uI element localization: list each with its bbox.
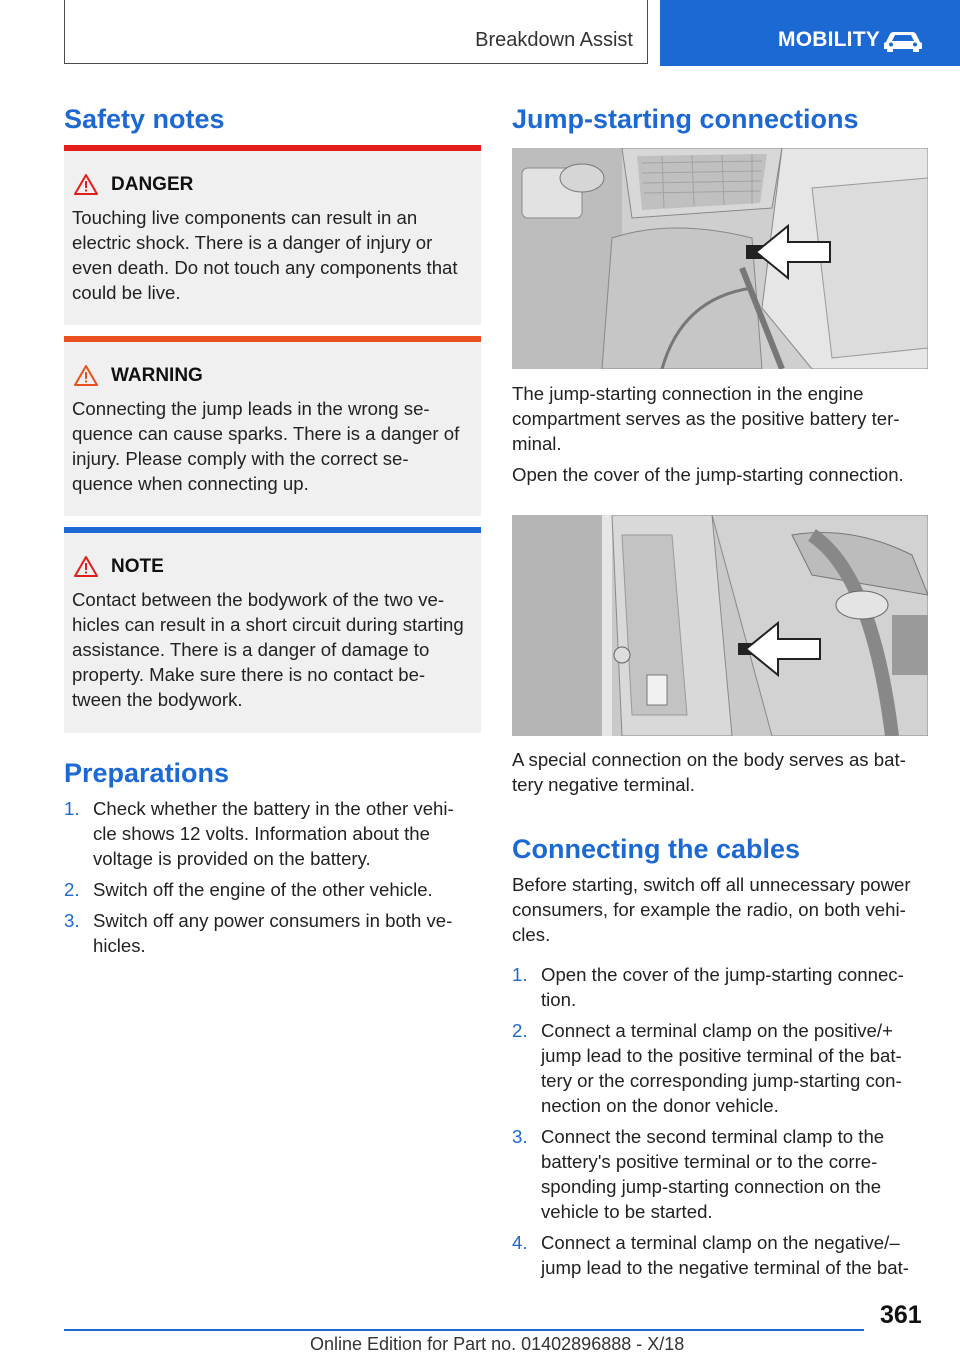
step-number: 1. — [64, 798, 80, 819]
step-line: tion. — [541, 989, 577, 1010]
step-line: tery or the corresponding jump-starting con‐ — [541, 1070, 902, 1091]
warning-line: quence can cause sparks. There is a danger of — [72, 423, 460, 444]
warning-note — [64, 336, 481, 516]
note-line: tween the bodywork. — [72, 689, 243, 710]
step-number: 2. — [64, 879, 80, 900]
step-line: voltage is provided on the battery. — [93, 848, 371, 869]
intro-line: consumers, for example the radio, on both vehi‐ — [512, 899, 906, 920]
warning-triangle-icon — [73, 364, 99, 387]
list-item — [64, 908, 484, 958]
caption-line: minal. — [512, 433, 562, 454]
danger-line: electric shock. There is a danger of injury or — [72, 232, 433, 253]
list-item — [512, 1230, 932, 1280]
caption-line: A special connection on the body serves as bat‐ — [512, 749, 906, 770]
step-line: Check whether the battery in the other vehi‐ — [93, 798, 454, 819]
step-number: 2. — [512, 1020, 528, 1041]
danger-note — [64, 145, 481, 325]
warning-label: WARNING — [111, 365, 203, 386]
step-line: cle shows 12 volts. Information about the — [93, 823, 430, 844]
warning-triangle-icon — [73, 173, 99, 196]
note-line: Contact between the bodywork of the two ve‐ — [72, 589, 445, 610]
danger-bar — [64, 145, 481, 151]
note-bar — [64, 527, 481, 533]
step-line: Switch off the engine of the other vehicle. — [93, 879, 433, 900]
step-line: nection on the donor vehicle. — [541, 1095, 779, 1116]
note-box — [64, 527, 481, 733]
negative-terminal-image — [512, 515, 928, 736]
preparations-heading: Preparations — [64, 758, 230, 788]
photo2-caption — [512, 747, 932, 797]
step-number: 4. — [512, 1232, 528, 1253]
caption-line: compartment serves as the positive battery ter‐ — [512, 408, 900, 429]
list-item — [512, 1018, 932, 1118]
warning-triangle-icon — [73, 555, 99, 578]
warning-line: Connecting the jump leads in the wrong se‐ — [72, 398, 430, 419]
danger-line: even death. Do not touch any components that — [72, 257, 458, 278]
edition-text: Online Edition for Part no. 01402896888 - X/18 — [310, 1334, 685, 1354]
danger-text — [72, 205, 477, 305]
list-item — [512, 962, 932, 1012]
section-title: Breakdown Assist — [475, 29, 633, 51]
note-line: assistance. There is a danger of damage to — [72, 639, 430, 660]
note-line: hicles can result in a short circuit during starting — [72, 614, 464, 635]
connecting-cables-heading: Connecting the cables — [512, 834, 801, 864]
warning-line: quence when connecting up. — [72, 473, 309, 494]
step-line: jump lead to the negative terminal of the bat‐ — [541, 1257, 909, 1278]
note-line: property. Make sure there is no contact be‐ — [72, 664, 426, 685]
photo1-caption — [512, 381, 932, 487]
intro-line: cles. — [512, 924, 551, 945]
caption-line: The jump-starting connection in the engine — [512, 383, 864, 404]
list-item — [64, 877, 484, 902]
step-number: 1. — [512, 964, 528, 985]
chapter-label: MOBILITY — [778, 28, 880, 51]
car-icon — [882, 28, 924, 52]
list-item — [512, 1124, 932, 1224]
jump-starting-heading: Jump-starting connections — [512, 104, 859, 134]
step-number: 3. — [512, 1126, 528, 1147]
intro-line: Before starting, switch off all unnecessary power — [512, 874, 911, 895]
step-line: vehicle to be started. — [541, 1201, 713, 1222]
step-line: Connect the second terminal clamp to the — [541, 1126, 885, 1147]
cables-intro — [512, 872, 932, 947]
step-line: jump lead to the positive terminal of the bat‐ — [541, 1045, 902, 1066]
list-item — [64, 796, 484, 871]
page-number: 361 — [880, 1301, 922, 1329]
preparations-list — [64, 796, 484, 964]
note-label: NOTE — [111, 556, 164, 577]
warning-bar — [64, 336, 481, 342]
caption-followup: Open the cover of the jump-starting connection. — [512, 464, 904, 485]
note-text — [72, 587, 477, 712]
step-line: sponding jump-starting connection on the — [541, 1176, 882, 1197]
step-line: Connect a terminal clamp on the negative/– — [541, 1232, 900, 1253]
danger-line: Touching live components can result in an — [72, 207, 418, 228]
chapter-tab[interactable] — [660, 0, 960, 66]
danger-line: could be live. — [72, 282, 181, 303]
danger-label: DANGER — [111, 174, 194, 195]
step-line: battery's positive terminal or to the corre‐ — [541, 1151, 878, 1172]
step-line: Switch off any power consumers in both ve‐ — [93, 910, 453, 931]
step-line: Connect a terminal clamp on the positive/+ — [541, 1020, 893, 1041]
header-frame — [64, 0, 648, 64]
engine-compartment-image — [512, 148, 928, 369]
footer-divider — [64, 1329, 864, 1331]
step-line: hicles. — [93, 935, 146, 956]
warning-text — [72, 396, 477, 496]
caption-line: tery negative terminal. — [512, 774, 695, 795]
step-number: 3. — [64, 910, 80, 931]
warning-line: injury. Please comply with the correct se‐ — [72, 448, 409, 469]
safety-notes-heading: Safety notes — [64, 104, 225, 134]
cables-steps-list — [512, 962, 932, 1286]
step-line: Open the cover of the jump-starting connec‐ — [541, 964, 904, 985]
